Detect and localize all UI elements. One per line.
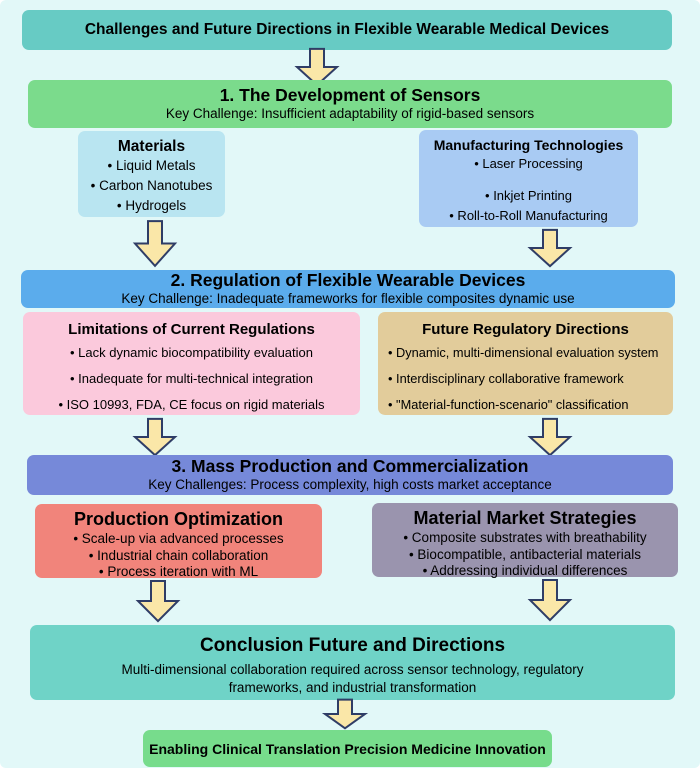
down-arrow	[528, 579, 572, 621]
future-regulatory-title: Future Regulatory Directions	[422, 321, 629, 338]
limitations-title: Limitations of Current Regulations	[68, 321, 315, 338]
section-2-subtitle: Key Challenge: Inadequate frameworks for flexible composites dynamic use	[121, 290, 575, 306]
bullet-item: • Hydrogels	[116, 198, 187, 213]
section-2-title: 2. Regulation of Flexible Wearable Devices	[170, 270, 526, 291]
section-3-title: 3. Mass Production and Commercialization	[171, 456, 529, 477]
future-regulatory-box	[378, 312, 673, 415]
down-arrow	[133, 418, 177, 456]
section-2-header	[21, 270, 675, 308]
bullet-item: • Liquid Metals	[107, 158, 196, 173]
materials-title: Materials	[117, 138, 186, 155]
material-market-title: Material Market Strategies	[413, 508, 637, 528]
bullet-item: • Roll-to-Roll Manufacturing	[449, 208, 608, 223]
bullet-item: • Inadequate for multi-technical integration	[69, 371, 314, 386]
down-arrow	[528, 229, 572, 267]
conclusion-title: Conclusion Future and Directions	[199, 635, 506, 656]
footer-title: Enabling Clinical Translation Precision Medicine Innovation	[149, 740, 546, 757]
materials-box	[78, 131, 225, 217]
header-box	[22, 10, 672, 50]
section-3-subtitle: Key Challenges: Process complexity, high costs market acceptance	[148, 476, 552, 492]
down-arrow	[528, 418, 572, 456]
bullet-item: • Industrial chain collaboration	[88, 547, 269, 563]
bullet-item: • Biocompatible, antibacterial materials	[408, 546, 642, 562]
bullet-item: • ISO 10993, FDA, CE focus on rigid materials	[58, 397, 325, 412]
bullet-item: • Laser Processing	[474, 156, 583, 171]
bullet-item: • Inkjet Printing	[485, 188, 572, 203]
footer-box	[143, 730, 552, 767]
manufacturing-title: Manufacturing Technologies	[433, 137, 624, 153]
production-optimization-box	[35, 504, 322, 578]
bullet-item: • Scale-up via advanced processes	[73, 531, 284, 546]
bullet-item: • Interdisciplinary collaborative framework	[388, 371, 624, 386]
conclusion-body: Multi-dimensional collaboration required across sensor technology, regulatory frameworks, and industrial transformation	[121, 662, 584, 695]
bullet-item: • Carbon Nanotubes	[90, 178, 213, 193]
conclusion-box	[30, 625, 675, 700]
section-3-header	[27, 455, 673, 495]
bullet-item: • Addressing individual differences	[422, 563, 628, 578]
section-1-title: 1. The Development of Sensors	[219, 85, 481, 106]
production-optimization-title: Production Optimization	[74, 509, 283, 529]
bullet-item: • Process iteration with ML	[98, 564, 259, 579]
down-arrow	[136, 580, 180, 622]
page-title: Challenges and Future Directions in Flexible Wearable Medical Devices	[84, 21, 610, 38]
bullet-item: • "Material-function-scenario" classification	[388, 397, 629, 412]
limitations-box	[23, 312, 360, 415]
section-1-subtitle: Key Challenge: Insufficient adaptability of rigid-based sensors	[165, 105, 535, 121]
down-arrow	[323, 699, 367, 729]
bullet-item: • Dynamic, multi-dimensional evaluation system	[388, 345, 659, 360]
bullet-item: • Lack dynamic biocompatibility evaluation	[69, 345, 313, 360]
manufacturing-box	[419, 130, 638, 227]
bullet-item: • Composite substrates with breathability	[403, 530, 647, 545]
material-market-box	[372, 503, 678, 577]
down-arrow	[133, 220, 177, 267]
section-1-header	[28, 80, 672, 128]
